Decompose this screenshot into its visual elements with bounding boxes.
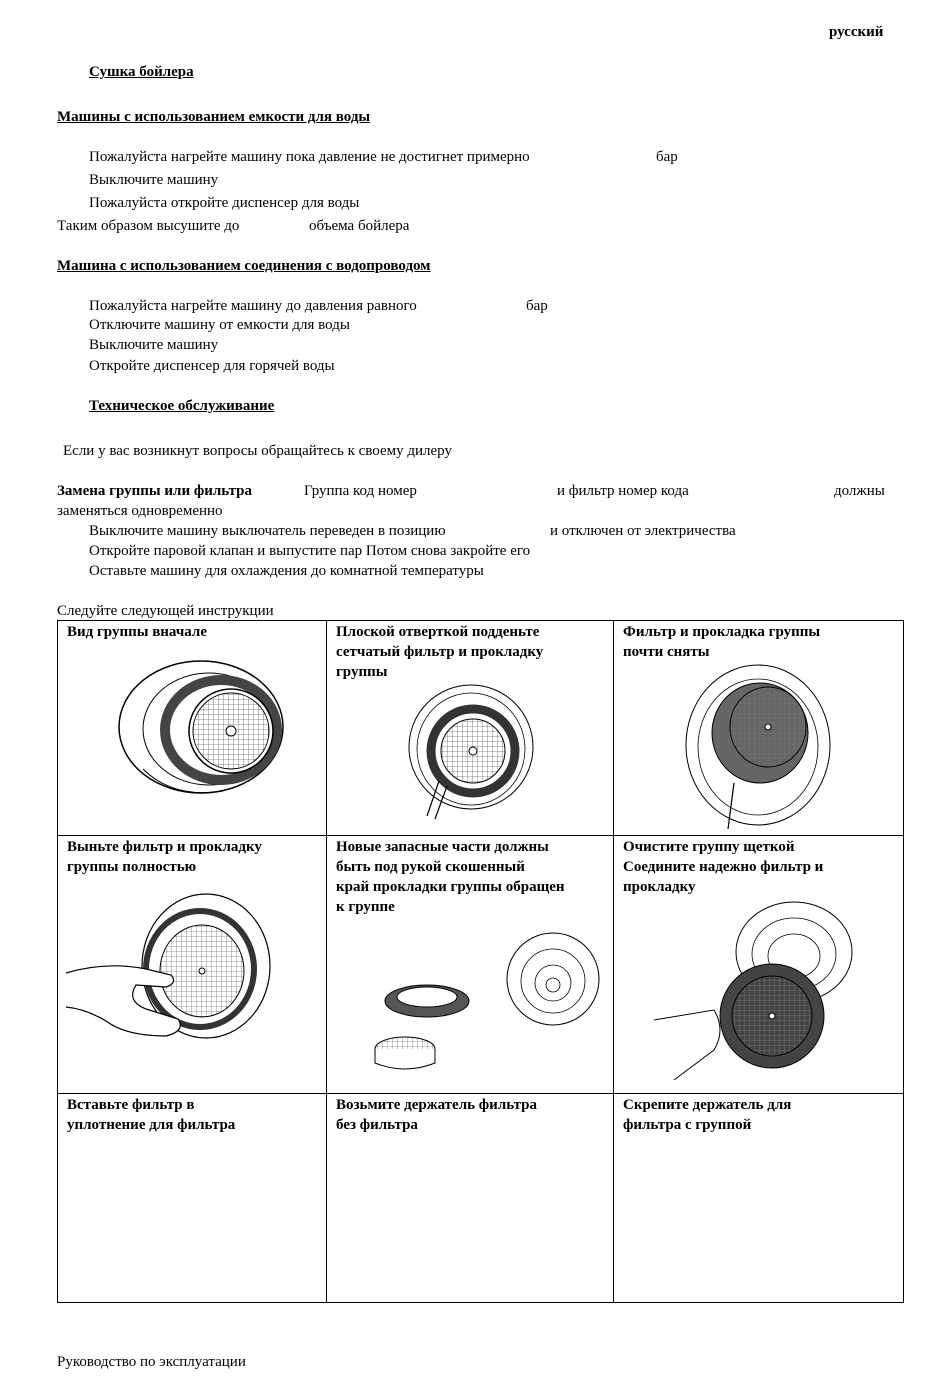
- instruction-caption: Выньте фильтр и прокладку группы полностью: [67, 839, 262, 875]
- footer-text: Руководство по эксплуатации: [57, 1354, 246, 1370]
- instruction-cell-4: [58, 836, 327, 1094]
- filter-almost-removed-illustration: [684, 663, 834, 831]
- mains-line-4: Откройте диспенсер для горячей воды: [89, 358, 335, 374]
- screwdriver-illustration: [407, 681, 537, 821]
- section-title-maintenance: [57, 397, 274, 415]
- instruction-cell-7: [58, 1094, 327, 1303]
- section-title-boiler-drying: [57, 63, 194, 81]
- tank-line-1: Пожалуйста нагрейте машину пока давление не достигнет примерно: [89, 149, 530, 165]
- instruction-cell-3: [614, 621, 904, 836]
- instruction-cell-1: [58, 621, 327, 836]
- replacement-must: должны: [834, 483, 885, 499]
- tank-dry-suffix: объема бойлера: [309, 218, 410, 234]
- replacement-step-1-suffix: и отключен от электричества: [550, 523, 736, 539]
- tank-line-3: Пожалуйста откройте диспенсер для воды: [89, 195, 360, 211]
- instruction-caption: Плоской отверткой подденьте сетчатый фильтр и прокладку группы: [336, 624, 544, 680]
- tank-line-2: Выключите машину: [89, 172, 219, 188]
- boiler-drying-title: Сушка бойлера: [89, 64, 194, 80]
- maintenance-title: Техническое обслуживание: [89, 398, 275, 414]
- remove-filter-illustration: [66, 891, 276, 1041]
- clean-group-illustration: [654, 900, 854, 1090]
- replacement-step-2: Откройте паровой клапан и выпустите пар Потом снова закройте его: [89, 543, 531, 559]
- section-title-tank-machines: Машины с использованием емкости для воды: [57, 109, 371, 125]
- replacement-step-1: Выключите машину выключатель переведен в позицию: [89, 523, 446, 539]
- group-initial-illustration: [113, 659, 288, 799]
- replacement-line-2: заменяться одновременно: [57, 503, 223, 519]
- replacement-title: Замена группы или фильтра: [57, 483, 253, 499]
- mains-line-1: Пожалуйста нагрейте машину до давления равного: [89, 298, 417, 314]
- mains-line-2: Отключите машину от емкости для воды: [89, 317, 350, 333]
- instruction-caption: Фильтр и прокладка группы почти сняты: [623, 624, 821, 660]
- spare-parts-illustration: [367, 931, 607, 1076]
- mains-pressure-unit: бар: [526, 298, 548, 314]
- instruction-table: [57, 620, 904, 1303]
- instruction-cell-9: [614, 1094, 904, 1303]
- tank-dry-prefix: Таким образом высушите до: [57, 218, 240, 234]
- mains-line-3: Выключите машину: [89, 337, 219, 353]
- instruction-caption: Скрепите держатель для фильтра с группой: [623, 1097, 792, 1133]
- instruction-caption: Очистите группу щеткой Соедините надежно фильтр и прокладку: [623, 839, 824, 895]
- replacement-group-code: Группа код номер: [304, 483, 417, 499]
- maintenance-text: Если у вас возникнут вопросы обращайтесь к своему дилеру: [63, 443, 452, 459]
- instruction-cell-8: [327, 1094, 614, 1303]
- language-label: русский: [829, 24, 884, 40]
- replacement-step-3: Оставьте машину для охлаждения до комнатной температуры: [89, 563, 484, 579]
- section-title-mains-machines: Машина с использованием соединения с водопроводом: [57, 258, 431, 274]
- tank-pressure-unit: бар: [656, 149, 678, 165]
- instruction-cell-5: [327, 836, 614, 1094]
- instruction-caption: Возьмите держатель фильтра без фильтра: [336, 1097, 537, 1133]
- instruction-caption: Новые запасные части должны быть под рукой скошенный край прокладки группы обращен к группе: [336, 839, 565, 915]
- instruction-caption: Вставьте фильтр в уплотнение для фильтра: [67, 1097, 236, 1133]
- instruction-caption: Вид группы вначале: [67, 624, 207, 640]
- instruction-cell-2: [327, 621, 614, 836]
- follow-instructions: Следуйте следующей инструкции: [57, 603, 274, 619]
- replacement-filter-code: и фильтр номер кода: [557, 483, 689, 499]
- instruction-cell-6: [614, 836, 904, 1094]
